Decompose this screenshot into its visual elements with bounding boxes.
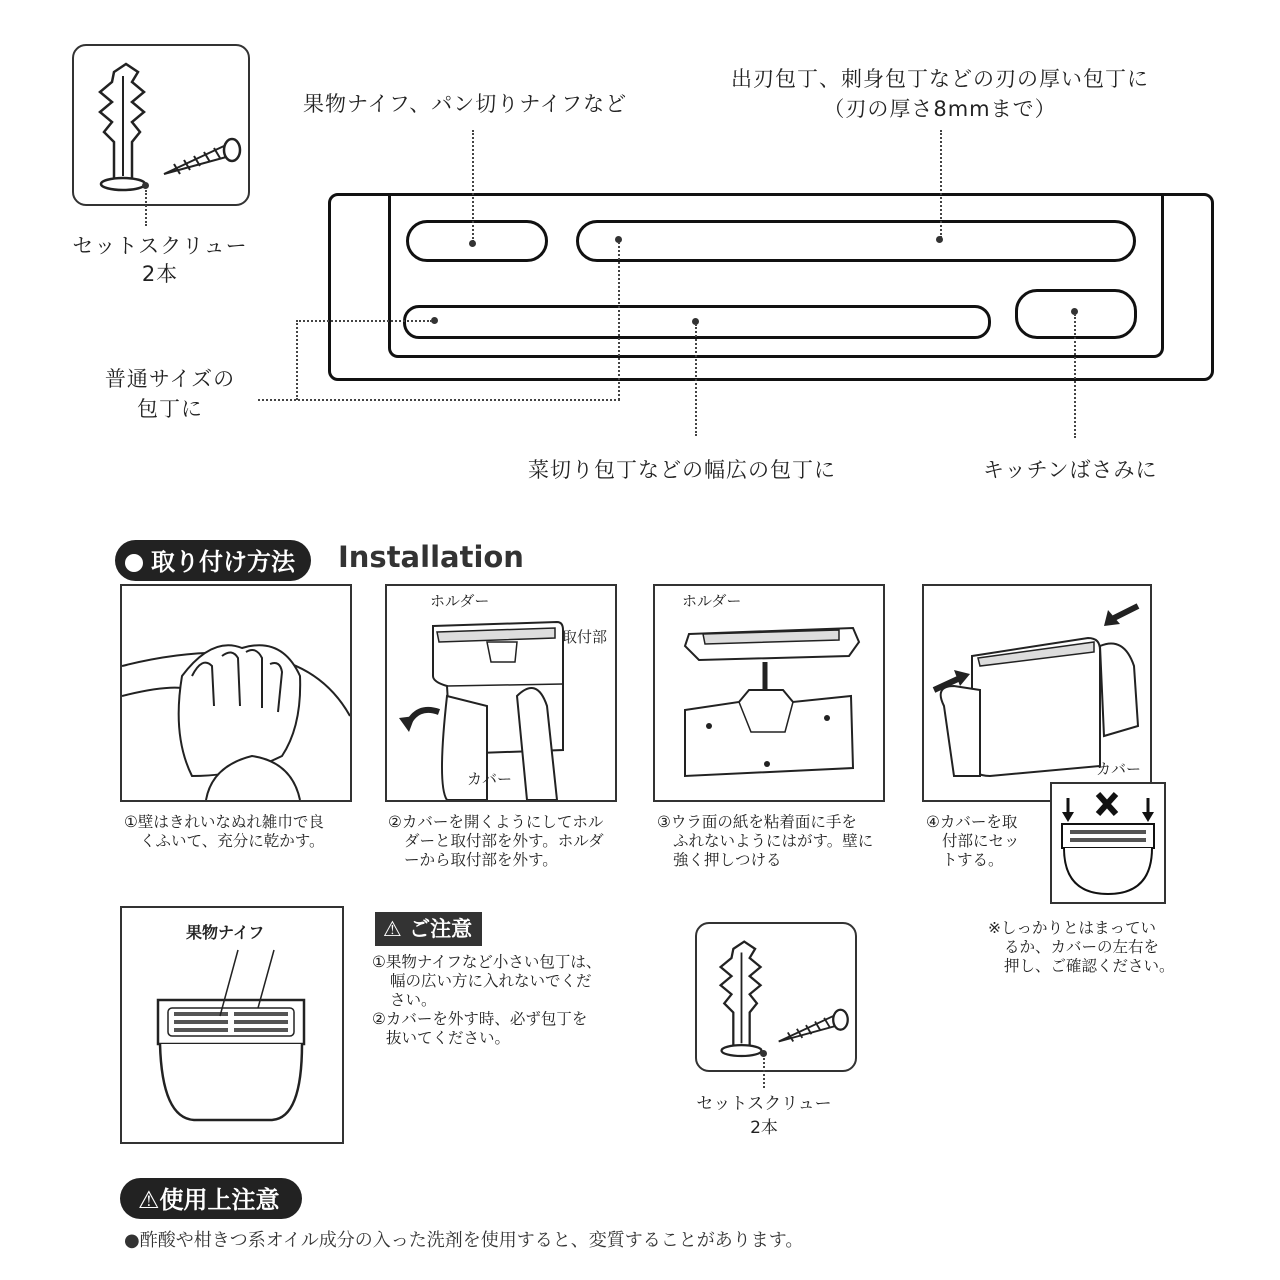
fruit-knife-label: 果物ナイフ — [186, 923, 265, 942]
installation-heading-en: Installation — [338, 540, 524, 574]
hand-wiping-illustration — [122, 586, 350, 800]
step3-caption: ③ウラ面の紙を粘着面に手を ふれないようにはがす。壁に 強く押しつける — [657, 813, 874, 869]
label-wide-knife: 菜切り包丁などの幅広の包丁に — [528, 458, 836, 482]
label-scissors: キッチンばさみに — [983, 458, 1158, 482]
step4-cover-label: カバー — [1096, 760, 1142, 778]
warning-triangle-icon: ⚠ — [138, 1186, 160, 1214]
step2-cover-label: カバー — [467, 770, 513, 788]
step2-caption: ②カバーを開くようにしてホル ダーと取付部を外す。ホルダ ーから取付部を外す。 — [388, 813, 604, 869]
step2-holder-label: ホルダー — [430, 592, 490, 610]
caution-heading: ⚠ ご注意 — [375, 912, 482, 946]
circle-bullet-icon — [125, 554, 143, 572]
fruit-knife-slot-illustration — [122, 908, 342, 1142]
step4-detail-box — [1050, 782, 1166, 904]
anchor-screw-icon — [697, 924, 855, 1070]
step4-caption: ④カバーを取 付部にセッ トする。 — [926, 813, 1020, 869]
screw-illustration-box — [72, 44, 250, 206]
usage-caution-note: ●酢酸や柑きつ系オイル成分の入った洗剤を使用すると、変質することがあります。 — [124, 1230, 804, 1251]
cross-mark-icon — [1098, 794, 1116, 814]
step3-panel — [653, 584, 885, 802]
step1-panel — [120, 584, 352, 802]
caution-text: ①果物ナイフなど小さい包丁は、 幅の広い方に入れないでくだ さい。 ②カバーを外す時、必ず包丁を 抜いてください。 — [372, 953, 602, 1047]
warning-triangle-icon: ⚠ — [383, 917, 402, 941]
slot-thick — [576, 220, 1136, 262]
usage-caution-heading: ⚠使用上注意 — [120, 1178, 302, 1219]
step2-mount-label: 取付部 — [562, 628, 608, 646]
screw-label-top: セットスクリュー 2本 — [72, 234, 248, 286]
step4-note: ※しっかりとはまってい るか、カバーの左右を 押し、ご確認ください。 — [988, 919, 1175, 975]
step1-caption: ①壁はきれいなぬれ雑巾で良 くふいて、充分に乾かす。 — [124, 813, 325, 850]
label-thick-knife: 出刃包丁、刺身包丁などの刃の厚い包丁に （刃の厚さ8mmまで） — [731, 67, 1149, 121]
anchor-screw-icon — [74, 46, 248, 204]
attach-mount-illustration — [655, 586, 883, 800]
label-normal-knife: 普通サイズの 包丁に — [104, 367, 236, 421]
cover-removal-illustration — [387, 586, 615, 800]
slot-small — [406, 220, 548, 262]
step3-holder-label: ホルダー — [682, 592, 742, 610]
installation-heading: 取り付け方法 — [115, 540, 311, 581]
screw-label-bottom: セットスクリュー 2本 — [696, 1094, 832, 1138]
label-small-knife: 果物ナイフ、パン切りナイフなど — [303, 92, 628, 116]
screw-illustration-box-bottom — [695, 922, 857, 1072]
